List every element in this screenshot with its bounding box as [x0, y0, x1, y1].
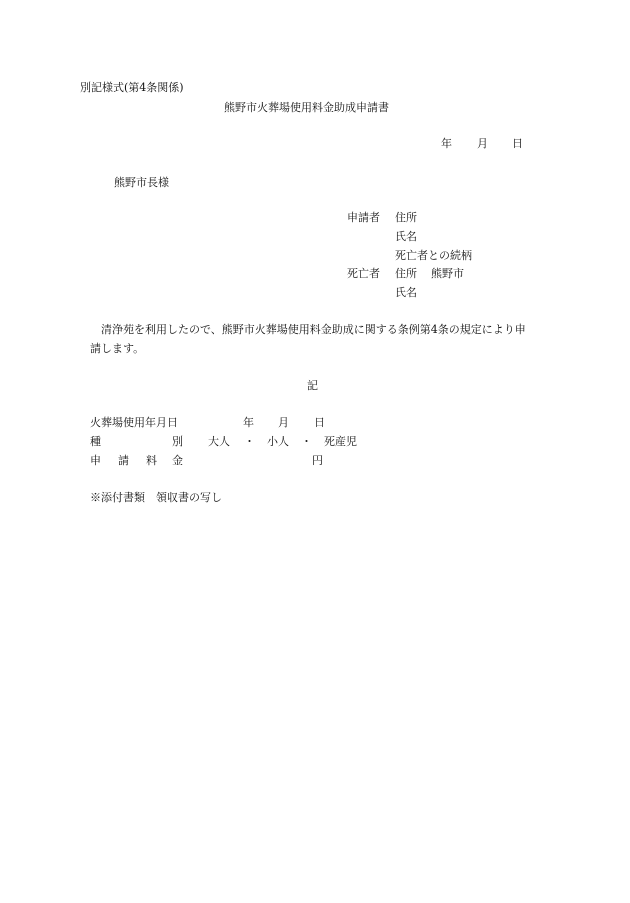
cremation-date-label: 火葬場使用年月日 [90, 416, 178, 429]
type-label-char1: 種 [90, 435, 101, 448]
type-adult: 大人 [208, 435, 230, 448]
deceased-address-value: 熊野市 [431, 267, 464, 280]
deceased-label: 死亡者 [347, 267, 380, 280]
cremation-day: 日 [314, 416, 325, 429]
fee-label-char2: 請 [118, 454, 129, 467]
form-number: 別記様式(第4条関係) [80, 81, 184, 94]
deceased-address-label: 住所 [395, 267, 417, 280]
type-separator-2: ・ [301, 435, 312, 448]
applicant-name-label: 氏名 [395, 230, 417, 243]
fee-label-char1: 申 [90, 454, 101, 467]
form-title: 熊野市火葬場使用料金助成申請書 [224, 101, 389, 114]
date-year: 年 [441, 137, 452, 150]
ki-heading: 記 [307, 379, 318, 392]
deceased-name-label: 氏名 [395, 286, 417, 299]
type-separator-1: ・ [244, 435, 255, 448]
fee-label-char4: 金 [172, 454, 183, 467]
applicant-address-label: 住所 [395, 211, 417, 224]
date-day: 日 [512, 137, 523, 150]
fee-label-char3: 料 [146, 454, 157, 467]
type-stillborn: 死産児 [324, 435, 357, 448]
attachment-note: ※添付書類 領収書の写し [90, 491, 222, 504]
applicant-relation-label: 死亡者との続柄 [395, 249, 472, 262]
fee-unit: 円 [312, 454, 323, 467]
cremation-month: 月 [278, 416, 289, 429]
cremation-year: 年 [243, 416, 254, 429]
applicant-label: 申請者 [347, 211, 380, 224]
date-month: 月 [477, 137, 488, 150]
body-text-line2: 請します。 [90, 342, 145, 355]
body-text-line1: 清浄苑を利用したので、熊野市火葬場使用料金助成に関する条例第4条の規定により申 [101, 323, 526, 336]
type-label-char2: 別 [172, 435, 183, 448]
type-child: 小人 [267, 435, 289, 448]
addressee: 熊野市長様 [114, 176, 169, 189]
